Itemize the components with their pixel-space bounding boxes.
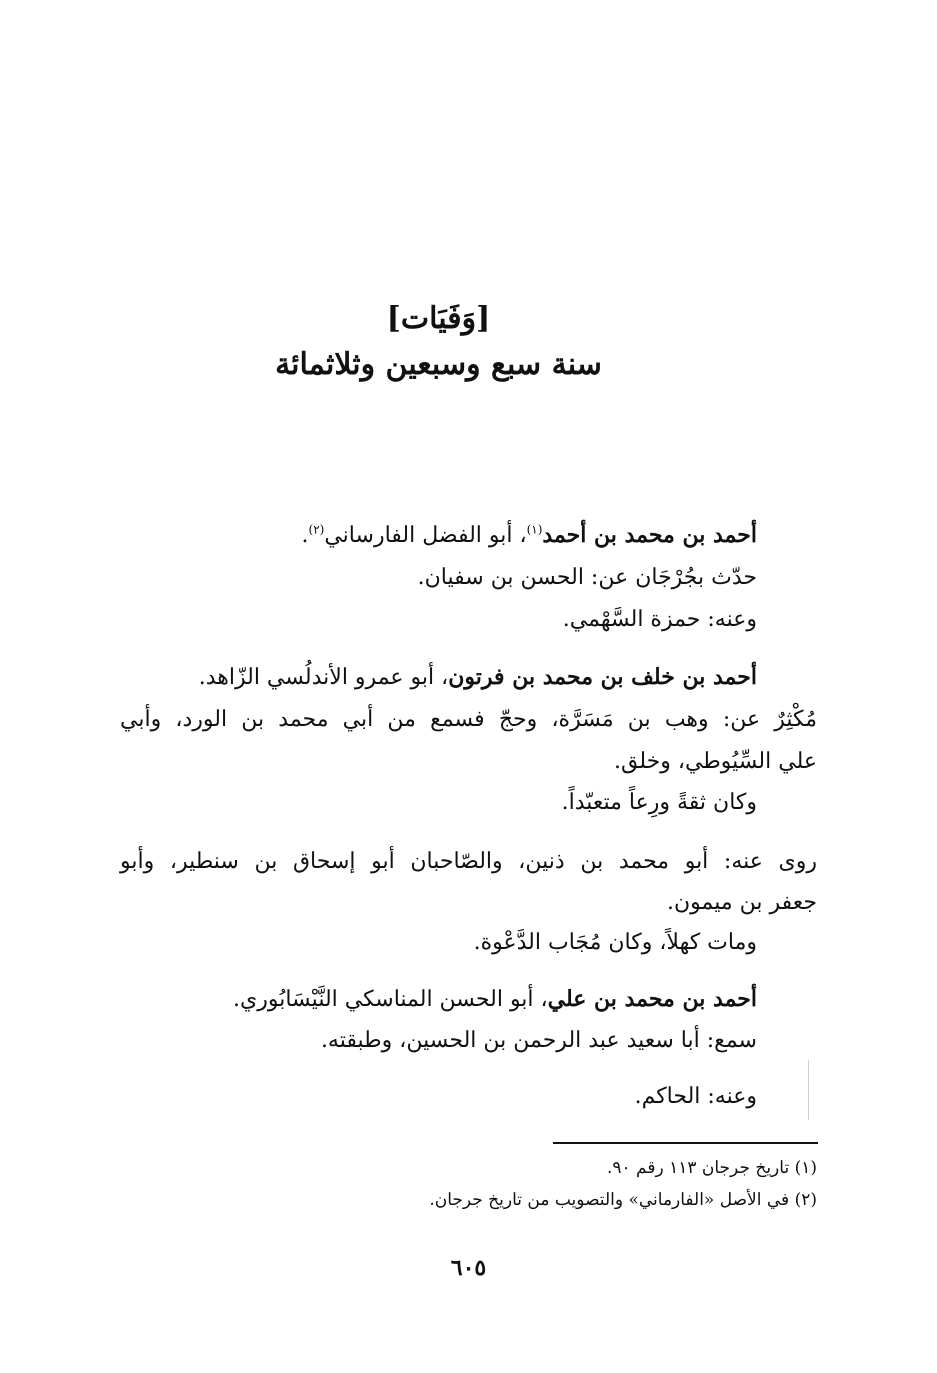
entry-2-line-3: علي السِّيُوطي، وخلق. — [614, 749, 817, 774]
footnote-ref-1: (١) — [526, 522, 543, 537]
section-title: [وَفَيَات] — [386, 301, 491, 336]
entry-2-line-6: جعفر بن ميمون. — [667, 890, 817, 915]
entry-2-header — [199, 660, 757, 695]
entry-2-kunya: ، أبو عمرو الأندلُسي الزّاهد. — [198, 665, 449, 690]
entry-1-line-2: حدّث بجُرْجَان عن: الحسن بن سفيان. — [417, 565, 757, 590]
entry-1-kunya: ، أبو الفضل الفارساني — [324, 523, 527, 548]
footnote-1: (١) تاريخ جرجان ١١٣ رقم ٩٠. — [606, 1158, 817, 1178]
footnote-ref-2: (٢) — [308, 522, 325, 537]
section-heading — [0, 296, 937, 388]
footnote-2: (٢) في الأصل «الفارماني» والتصويب من تاريخ جرجان. — [429, 1190, 817, 1210]
entry-1-name: أحمد بن محمد بن أحمد — [542, 522, 757, 548]
entry-1-header — [302, 518, 757, 553]
entry-3-name: أحمد بن محمد بن علي — [547, 986, 757, 1012]
entry-3-header — [233, 982, 757, 1017]
footnote-separator — [553, 1142, 818, 1144]
entry-1-end: . — [301, 523, 309, 548]
page-number: ٦٠٥ — [450, 1255, 487, 1281]
entry-2-line-7: ومات كهلاً، وكان مُجَاب الدَّعْوة. — [473, 930, 757, 955]
entry-1-line-3: وعنه: حمزة السَّهْمي. — [562, 607, 757, 632]
entry-2-name: أحمد بن خلف بن محمد بن فرتون — [448, 664, 757, 690]
entry-2-line-4: وكان ثقةً ورِعاً متعبّداً. — [561, 790, 757, 815]
entry-2-line-2: مُكْثِرٌ عن: وهب بن مَسَرَّة، وحجّ فسمع من أبي محمد بن الورد، وأبي — [120, 707, 817, 732]
entry-3-kunya: ، أبو الحسن المناسكي النَّيْسَابُوري. — [233, 987, 548, 1012]
entry-3-line-2: سمع: أبا سعيد عبد الرحمن بن الحسين، وطبقته. — [320, 1028, 757, 1053]
section-subtitle: سنة سبع وسبعين وثلاثمائة — [275, 347, 602, 382]
entry-3-line-3: وعنه: الحاكم. — [634, 1084, 757, 1109]
entry-2-line-5: روى عنه: أبو محمد بن ذنين، والصّاحبان أبو إسحاق بن سنطير، وأبو — [120, 849, 817, 874]
margin-mark — [808, 1060, 809, 1120]
